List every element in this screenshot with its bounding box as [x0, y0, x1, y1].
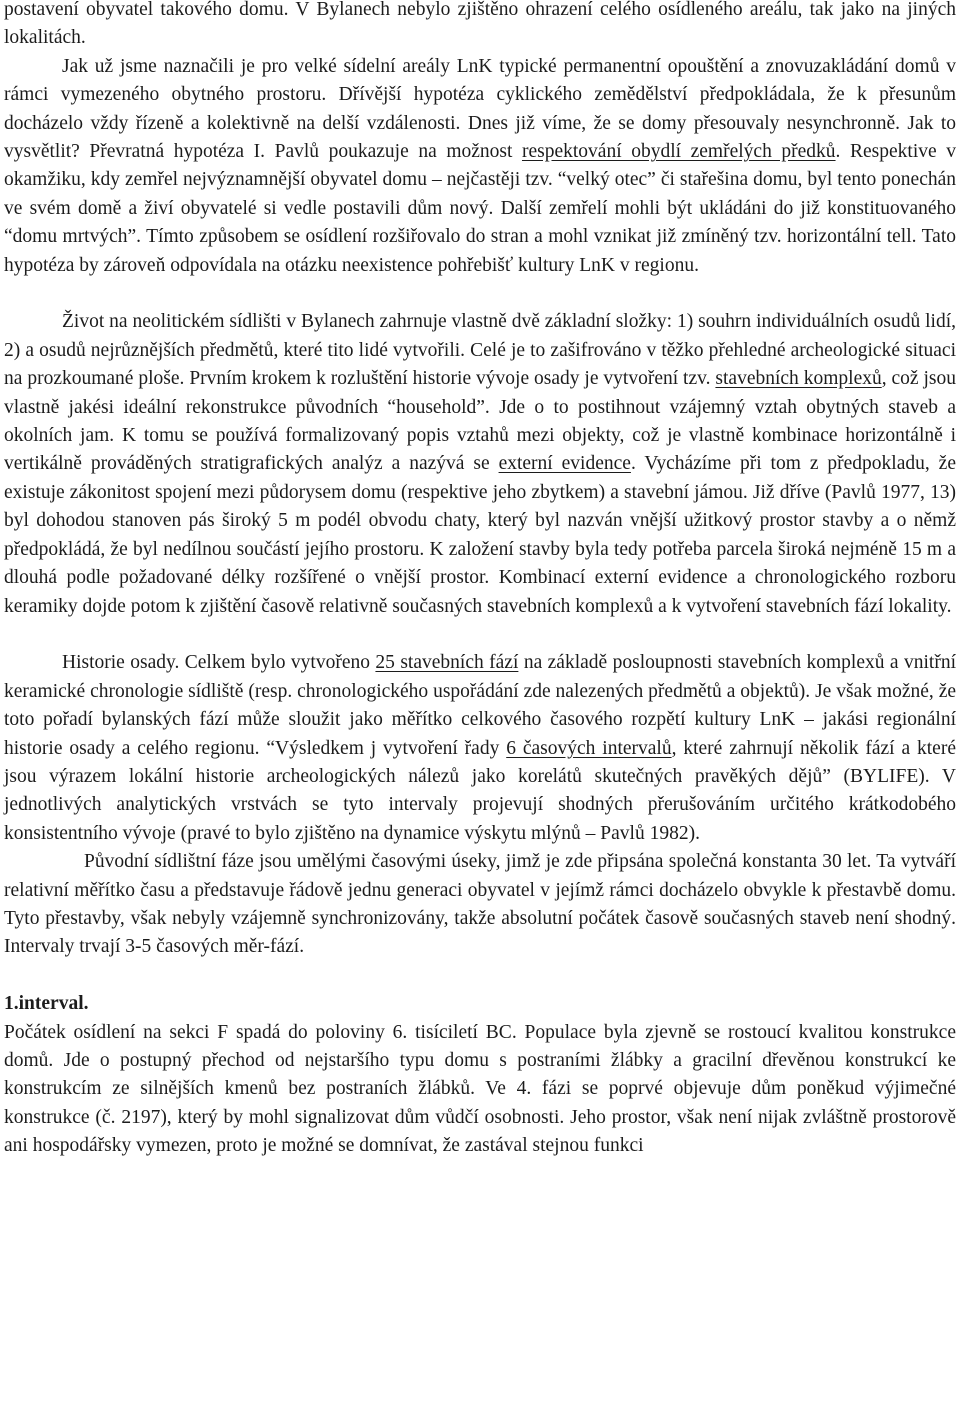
paragraph-text: , které zahrnují několik fází a které jsou výrazem lokální historie archeologických nálezů jako korelátů skutečných pravěkých dějů” (BYLIFE). V jednotlivých analytických vrstvách se tyto intervaly projevují shodných přerušováním určitého krátkodobého konsistentního vývoje (pravé to bylo zjištěno na dynamice výskytu mlýnů – Pavlů 1982).: [4, 737, 956, 844]
paragraph-gap: [4, 962, 956, 990]
underlined-term: respektování obydlí zemřelých předků: [521, 141, 836, 163]
section-heading: 1.interval.: [4, 993, 89, 1015]
paragraph-text: . Vycházíme při tom z předpokladu, že existuje zákonitost spojení mezi půdorysem domu (respektive jeho zbytkem) a stavební jámou. Již dříve (Pavlů 1977, 13) byl dohodou stanoven pás široký 5 m podél obvodu chaty, který byl nazván vnější užitkový prostor stavby a o němž předpokládá, že byl nedílnou součástí jejího prostoru. K založení stavby byla tedy potřeba parcela široká nejméně 15 m a dlouhá podle požadované délky rozšířené o vnější prostor. Kombinací externí evidence a chronologického rozboru keramiky dojde potom k zjištění časově relativně současných stavebních komplexů a k vytvoření stavebních fází lokality.: [4, 453, 956, 617]
paragraph-text: . Respektive v okamžiku, kdy zemřel nejvýznamnější obyvatel domu – nejčastěji tzv. “velký otec” či stařešina domu, byl tento ponechán ve svém domě a živí obyvatelé si vedle postavili dům nový. Další zemřelí mohli být ukládáni do již konstituovaného “domu mrtvých”. Tímto způsobem se osídlení rozšiřovalo do stran a mohl vznikat již zmíněný tzv. horizontální tell. Tato hypotéza by zároveň odpovídala na otázku neexistence pohřebišť kultury LnK v regionu.: [4, 141, 956, 276]
paragraph-interval-1: [4, 1019, 956, 1161]
paragraph-text: Původní sídlištní fáze jsou umělými časovými úseky, jimž je zde připsána společná konstanta 30 let. Ta vytváří relativní měřítko času a představuje řádově jednu generaci obyvatel v jejímž rámci docházelo obvykle k přestavbě domu. Tyto přestavby, však nebyly vzájemně synchronizovány, takže absolutní počátek časově současných staveb není shodný. Intervaly trvají 3-5 časových měr-fází.: [4, 851, 956, 958]
paragraph-text: Jak už jsme naznačili je pro velké sídelní areály LnK typické permanentní opouštění a znovuzakládání domů v rámci vymezeného obytného prostoru. Dřívější hypotéza cyklického zemědělství předpokládala, že k přesunům docházelo vždy řízeně a kolektivně na delší vzdálenosti. Dnes již víme, že se domy přesouvaly nesynchronně. Jak to vysvětlit? Převratná hypotéza I. Pavlů poukazuje na možnost: [4, 55, 956, 163]
paragraph-text: , což jsou vlastně jakési ideální rekonstrukce původních “household”. Jde o to postihnout vzájemný vztah obytných staveb a okolních jam. K tomu se používá formalizovaný popis vztahů mezi objekty, což je vlastně kombinace horizontálně i vertikálně prováděných stratigrafických analýz a nazývá se: [4, 368, 956, 475]
paragraph-text: Historie osady. Celkem bylo vytvořeno: [62, 652, 376, 674]
paragraph-text: na základě posloupnosti stavebních komplexů a vnitřní keramické chronologie sídliště (resp. chronologického uspořádání zde nalezených předmětů a objektů). Je však možné, že toto pořadí bylanských fází může sloužit jako měřítko celkového časového rozpětí kultury LnK – jakási regionální historie osady a celého regionu. “Výsledkem j vytvoření řady: [4, 652, 956, 759]
paragraph-settlement-history: [4, 649, 956, 848]
paragraph-settlement-abandonment: [4, 53, 956, 280]
underlined-term: externí evidence: [498, 453, 631, 475]
paragraph-gap: [4, 621, 956, 649]
paragraph-continuation: [4, 0, 956, 53]
document-page: [4, 0, 956, 1161]
paragraph-text: Počátek osídlení na sekci F spadá do poloviny 6. tisíciletí BC. Populace byla zjevně se rostoucí kvalitou konstrukce domů. Jde o postupný přechod od nejstaršího typu domu s postraními žlábky a gracilní dřevěnou konstrukcí ke konstrukcím ze silnějších kmenů bez postraních žlábků. Ve 4. fázi se poprvé objevuje dům poněkud výjimečné konstrukce (č. 2197), který by mohl signalizovat dům vůdčí osobnosti. Jeho prostor, však není nijak zvláštně prostorově ani hospodářsky vymezen, proto je možné se domnívat, že zastával stejnou funkci: [4, 1021, 956, 1157]
underlined-term: stavebních komplexů: [715, 368, 882, 390]
paragraph-gap: [4, 280, 956, 308]
paragraph-original-phases: [4, 848, 956, 962]
paragraph-life-on-settlement: [4, 308, 956, 620]
paragraph-text: postavení obyvatel takového domu. V Bylanech nebylo zjištěno ohrazení celého osídleného areálu, tak jako na jiných lokalitách.: [4, 0, 956, 49]
underlined-term: 25 stavebních fází: [375, 652, 519, 674]
paragraph-text: Život na neolitickém sídlišti v Bylanech zahrnuje vlastně dvě základní složky: 1) souhrn individuálních osudů lidí, 2) a osudů nejrůznějších předmětů, které tito lidé vytvořili. Celé je to zašifrováno v těžko přehledné archeologické situaci na prozkoumané ploše. Prvním krokem k rozluštění historie vývoje osady je vytvoření tzv.: [4, 311, 956, 390]
underlined-term: 6 časových intervalů: [506, 737, 672, 759]
